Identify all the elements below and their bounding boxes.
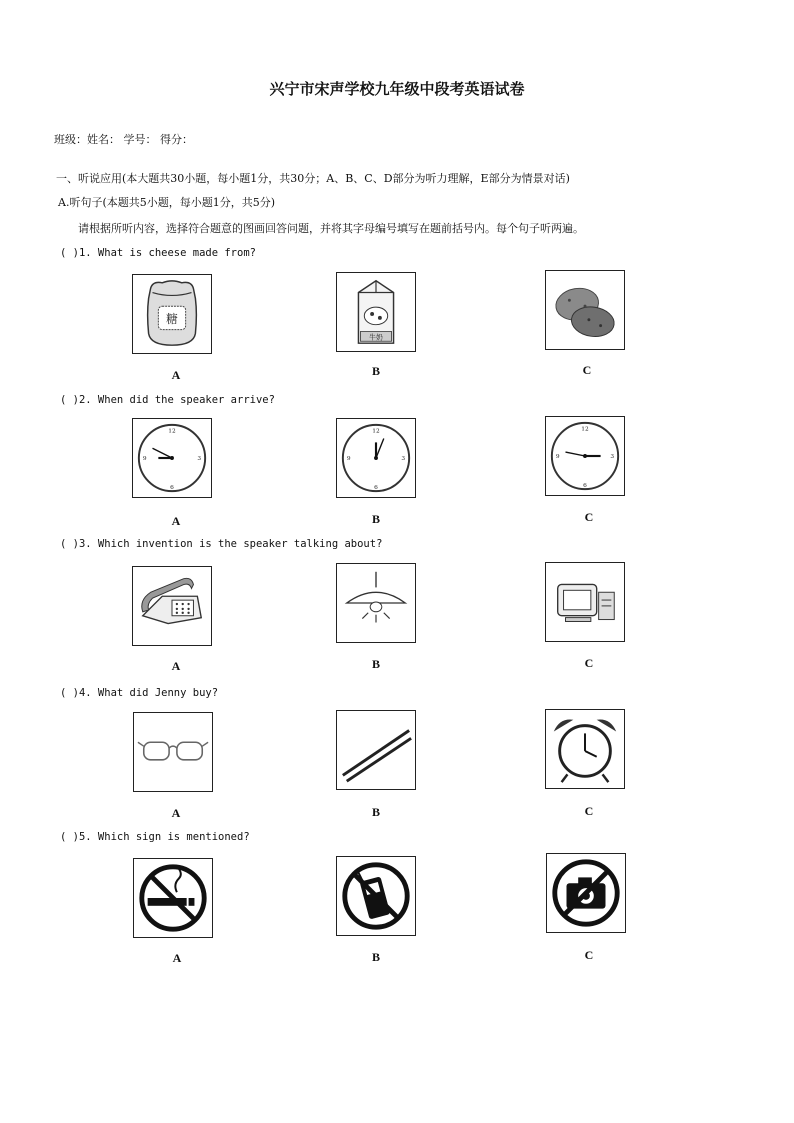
page-title: 兴宁市宋声学校九年级中段考英语试卷 [269, 80, 525, 98]
svg-text:12: 12 [581, 426, 589, 433]
clock-three-forty-five-icon [545, 416, 625, 496]
option-c-label: C [584, 510, 594, 524]
option-c-label: C [584, 804, 594, 818]
glasses-icon [133, 712, 213, 792]
svg-text:9: 9 [555, 453, 560, 460]
option-b-label: B [371, 805, 380, 819]
sugar-label: 糖 [166, 311, 178, 326]
alarm-clock-icon [545, 709, 625, 789]
question-1: ( )1. What is cheese made from? [60, 247, 256, 259]
section-heading: 一、听说应用(本大题共30小题，每小题1分，共30分；A、B、C、D部分为听力理解，E部分为情景对话) [56, 172, 570, 185]
computer-icon [545, 562, 625, 642]
option-c-label: C [584, 948, 594, 962]
option-c-label: C [582, 363, 592, 377]
part-a-heading: A.听句子(本题共5小题，每小题1分，共5分) [58, 196, 276, 209]
question-4: ( )4. What did Jenny buy? [60, 687, 219, 699]
option-b-label: B [371, 512, 380, 526]
svg-text:6: 6 [583, 483, 587, 490]
svg-text:9: 9 [142, 455, 147, 462]
question-5: ( )5. Which sign is mentioned? [60, 831, 250, 843]
telephone-icon [132, 566, 212, 646]
option-a-label: A [171, 806, 181, 820]
clock-nine-fifty-icon [132, 418, 212, 498]
option-a-label: A [171, 659, 181, 673]
svg-text:6: 6 [374, 485, 378, 492]
option-a-label: A [171, 368, 181, 382]
clock-twelve-icon [336, 418, 416, 498]
question-2: ( )2. When did the speaker arrive? [60, 394, 275, 406]
no-camera-icon [546, 853, 626, 933]
option-c-label: C [584, 656, 594, 670]
question-3: ( )3. Which invention is the speaker talking about? [60, 538, 383, 550]
svg-text:6: 6 [170, 485, 174, 492]
part-a-instruction: 请根据所听内容，选择符合题意的图画回答问题，并将其字母编号填写在题前括号内。每个句子听两遍。 [78, 222, 584, 235]
svg-text:3: 3 [610, 453, 615, 460]
option-a-label: A [171, 514, 181, 528]
option-a-label: A [172, 951, 182, 965]
chopsticks-icon [336, 710, 416, 790]
student-info-line: 班级：姓名： 学号： 得分： [54, 133, 193, 146]
option-b-label: B [371, 950, 380, 964]
option-b-label: B [371, 657, 380, 671]
svg-text:3: 3 [197, 455, 202, 462]
svg-text:3: 3 [401, 455, 406, 462]
lamp-icon [336, 563, 416, 643]
option-b-label: B [371, 364, 380, 378]
no-smoking-icon [133, 858, 213, 938]
milk-carton-icon [336, 272, 416, 352]
svg-text:12: 12 [168, 428, 176, 435]
milk-label: 牛奶 [369, 333, 383, 342]
svg-text:12: 12 [372, 428, 380, 435]
no-phone-icon [336, 856, 416, 936]
potatoes-icon [545, 270, 625, 350]
svg-text:9: 9 [346, 455, 351, 462]
sugar-bag-icon [132, 274, 212, 354]
